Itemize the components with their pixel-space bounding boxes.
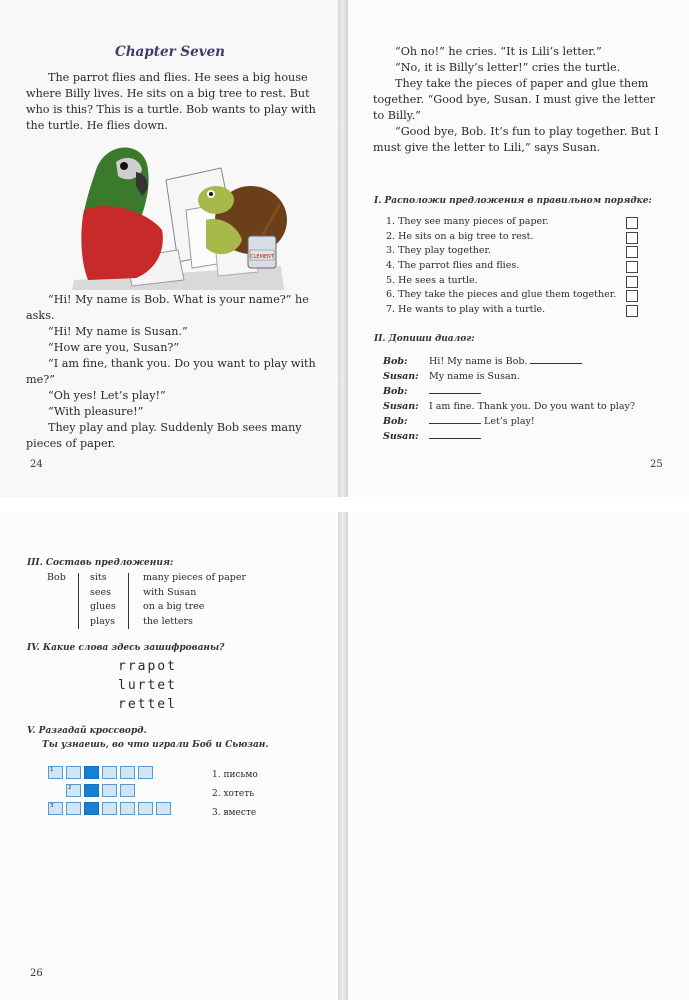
text-line: “No, it is Billy’s letter!” cries the turtle. xyxy=(395,61,621,74)
text-line: “Oh yes! Let’s play!” xyxy=(48,389,166,402)
scrambled-words xyxy=(118,657,177,714)
page-number: 25 xyxy=(650,459,663,470)
text-line: “Oh no!” he cries. “It is Lili’s letter.” xyxy=(395,45,602,58)
text-line: me?” xyxy=(26,373,55,386)
story-paragraph xyxy=(373,44,665,156)
text-line: the turtle. He flies down. xyxy=(26,119,168,132)
bottle-label: CLEMENT xyxy=(250,254,274,260)
checkbox[interactable] xyxy=(626,276,638,288)
verb-word: plays xyxy=(90,615,116,627)
crossword-cell-key[interactable] xyxy=(84,784,99,797)
checkbox[interactable] xyxy=(626,290,638,302)
crossword-clues xyxy=(212,766,258,823)
verb-word: sees xyxy=(90,586,111,598)
dialog-row xyxy=(383,429,653,444)
list-item-text: 1. They see many pieces of paper. xyxy=(386,216,549,227)
checkbox[interactable] xyxy=(626,246,638,258)
book-gutter xyxy=(338,512,348,1000)
text-line: “How are you, Susan?” xyxy=(48,341,180,354)
list-item xyxy=(386,230,642,245)
object-phrase: many pieces of paper xyxy=(143,572,247,583)
task-1-heading: I. Расположи предложения в правильном порядке: xyxy=(374,196,652,206)
scrambled-word: lurtet xyxy=(118,678,177,693)
dialog-row xyxy=(383,354,653,369)
text-line: must give the letter to Lili,” says Susan. xyxy=(373,141,601,154)
clue-number: 3 xyxy=(50,803,54,809)
crossword-cell[interactable] xyxy=(66,802,81,815)
speaker-label: Susan: xyxy=(383,401,419,412)
sentence-builder xyxy=(47,571,277,631)
speaker-label: Bob: xyxy=(383,416,408,427)
page-separator xyxy=(0,497,689,512)
text-line: where Billy lives. He sits on a big tree to rest. But xyxy=(26,87,310,100)
crossword-cell[interactable] xyxy=(48,766,63,779)
divider xyxy=(128,573,129,629)
list-item xyxy=(386,303,642,318)
task-3-heading: III. Составь предложения: xyxy=(27,558,174,568)
dialog-row xyxy=(383,384,653,399)
object-phrase: on a big tree xyxy=(143,601,205,612)
dialog-text: Let’s play! xyxy=(484,416,535,427)
text-line: “Hi! My name is Susan.” xyxy=(48,325,188,338)
list-item-text: 2. He sits on a big tree to rest. xyxy=(386,230,534,242)
verb-word: glues xyxy=(90,601,116,612)
dialog-paragraph xyxy=(26,292,320,452)
answer-blank[interactable] xyxy=(429,414,481,424)
text-line: pieces of paper. xyxy=(26,437,116,450)
dialog-text: I am fine. Thank you. Do you want to play? xyxy=(429,401,635,412)
crossword-cell[interactable] xyxy=(138,766,153,779)
text-line: to Billy.” xyxy=(373,109,421,122)
crossword-cell[interactable] xyxy=(102,784,117,797)
dialog-exercise xyxy=(383,354,653,444)
text-line: They play and play. Suddenly Bob sees many xyxy=(48,421,302,434)
clue-item: 1. письмо xyxy=(212,770,258,780)
task-2-heading: II. Допиши диалог: xyxy=(374,334,475,344)
clue-number: 1 xyxy=(50,767,54,773)
speaker-label: Susan: xyxy=(383,431,419,442)
list-item-text: 7. He wants to play with a turtle. xyxy=(386,304,546,316)
page-number: 24 xyxy=(30,459,43,470)
speaker-label: Susan: xyxy=(383,371,419,382)
crossword-cell[interactable] xyxy=(102,766,117,779)
crossword-cell[interactable] xyxy=(120,766,135,779)
crossword-cell[interactable] xyxy=(66,766,81,779)
text-line: together. “Good bye, Susan. I must give the letter xyxy=(373,93,656,106)
clue-item: 3. вместе xyxy=(212,808,257,818)
text-line: The parrot flies and flies. He sees a big house xyxy=(48,71,308,84)
list-item xyxy=(386,274,642,289)
clue-number: 2 xyxy=(68,785,72,791)
intro-paragraph xyxy=(26,70,320,134)
crossword-cell[interactable] xyxy=(156,802,171,815)
book-gutter xyxy=(338,0,348,497)
answer-blank[interactable] xyxy=(530,354,582,364)
crossword-cell-key[interactable] xyxy=(84,802,99,815)
crossword-cell-key[interactable] xyxy=(84,766,99,779)
list-item-text: 6. They take the pieces and glue them together. xyxy=(386,289,617,301)
clue-item: 2. хотеть xyxy=(212,789,255,799)
dialog-row xyxy=(383,399,653,414)
list-item xyxy=(386,215,642,230)
list-item xyxy=(386,288,642,303)
crossword-cell[interactable] xyxy=(120,802,135,815)
task-5-heading: V. Разгадай кроссворд. xyxy=(27,726,147,736)
text-line: who is this? This is a turtle. Bob wants to play with xyxy=(26,103,316,116)
answer-blank[interactable] xyxy=(429,384,481,394)
checkbox[interactable] xyxy=(626,261,638,273)
text-line: “With pleasure!” xyxy=(48,405,144,418)
checkbox[interactable] xyxy=(626,232,638,244)
speaker-label: Bob: xyxy=(383,386,408,397)
crossword-cell[interactable] xyxy=(102,802,117,815)
parrot-turtle-illustration xyxy=(66,140,288,290)
list-item-text: 4. The parrot flies and flies. xyxy=(386,260,520,272)
crossword-grid xyxy=(48,766,208,826)
text-line: “I am fine, thank you. Do you want to play with xyxy=(48,357,316,370)
divider xyxy=(78,573,79,629)
crossword-cell[interactable] xyxy=(138,802,153,815)
verb-word: sits xyxy=(90,572,107,583)
text-line: “Hi! My name is Bob. What is your name?” he xyxy=(48,293,309,306)
speaker-label: Bob: xyxy=(383,356,408,367)
text-line: They take the pieces of paper and glue them xyxy=(395,77,649,90)
list-item xyxy=(386,244,642,259)
crossword-cell[interactable] xyxy=(66,784,81,797)
dialog-text: My name is Susan. xyxy=(429,371,520,382)
list-item-text: 5. He sees a turtle. xyxy=(386,274,478,286)
subject-word: Bob xyxy=(47,572,66,583)
object-phrase: with Susan xyxy=(143,586,197,598)
text-line: “Good bye, Bob. It’s fun to play together. But I xyxy=(395,125,659,138)
checkbox[interactable] xyxy=(626,305,638,317)
page-number: 26 xyxy=(30,968,43,979)
crossword-cell[interactable] xyxy=(48,802,63,815)
crossword-cell[interactable] xyxy=(120,784,135,797)
dialog-text: Hi! My name is Bob. xyxy=(429,356,528,367)
page-27-blank xyxy=(346,512,689,1000)
scrambled-word: rrapot xyxy=(118,659,177,674)
task-5-subheading: Ты узнаешь, во что играли Боб и Сьюзан. xyxy=(42,740,269,750)
task-4-heading: IV. Какие слова здесь зашифрованы? xyxy=(27,643,225,653)
dialog-row xyxy=(383,414,653,429)
text-line: asks. xyxy=(26,309,55,322)
checkbox[interactable] xyxy=(626,217,638,229)
scrambled-word: rettel xyxy=(118,697,177,712)
list-item-text: 3. They play together. xyxy=(386,245,492,257)
answer-blank[interactable] xyxy=(429,429,481,439)
list-item xyxy=(386,259,642,274)
task-1-list xyxy=(386,215,642,318)
dialog-row xyxy=(383,369,653,384)
chapter-title: Chapter Seven xyxy=(115,44,225,60)
object-phrase: the letters xyxy=(143,615,193,627)
